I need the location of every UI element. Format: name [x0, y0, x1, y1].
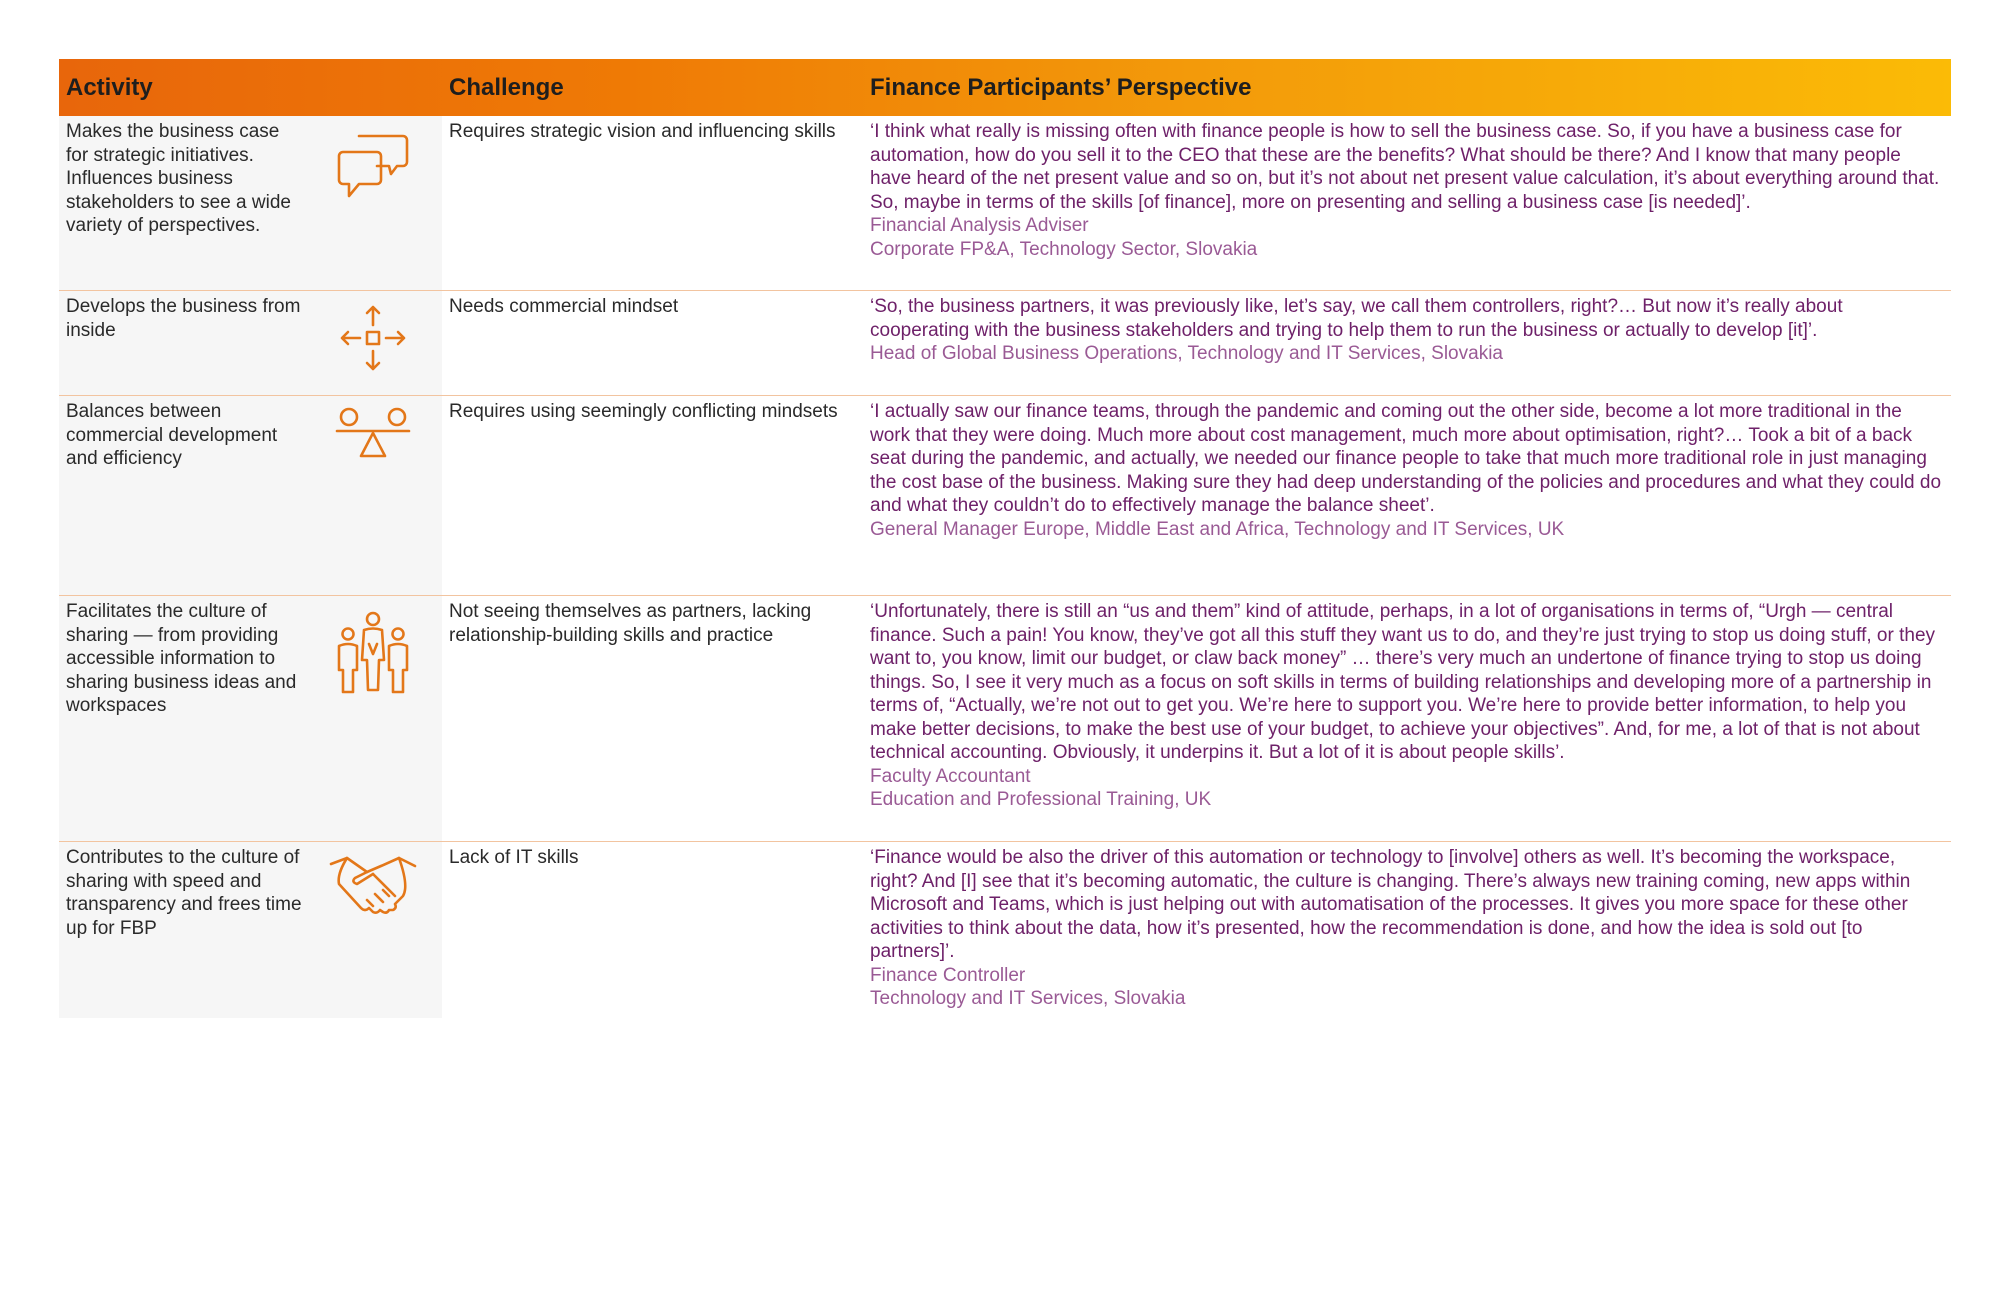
activity-cell	[59, 116, 442, 290]
perspective-cell	[863, 116, 1951, 290]
activity-text: Balances between commercial development and efficiency	[66, 401, 278, 469]
header-challenge: Challenge	[449, 73, 564, 101]
challenge-text: Lack of IT skills	[449, 847, 579, 868]
activity-text: Makes the business case for strategic initiatives. Influences business stakeholders to see a wide variety of perspectives.	[66, 121, 291, 236]
handshake-icon	[304, 846, 442, 1018]
quote-text: ‘Unfortunately, there is still an “us and them” kind of attitude, perhaps, in a lot of organisations in terms of, “Urgh — central finance. Such a pain! You know, they’ve got all this stuff they want us to do, and they’re just trying to stop us doing stuff, or they want to, you know, limit our budget, or claw back money” … there’s very much an undertone of finance trying to stop us doing things. So, I see it very much as a focus on soft skills in terms of building relationships and developing more of a partnership in terms of, “Actually, we’re not out to get you. We’re here to support you. We’re here to provide better information, to help you make better decisions, to make the best use of your budget, to achieve your objectives”. And, for me, a lot of that is not about technical accounting. Obviously, it underpins it. But a lot of it is about people skills’.	[870, 601, 1936, 763]
table-row	[59, 596, 1951, 842]
table-row	[59, 116, 1951, 291]
activity-cell	[59, 842, 442, 1018]
attribution-line: Technology and IT Services, Slovakia	[870, 988, 1186, 1009]
table-row	[59, 396, 1951, 596]
attribution-line: Head of Global Business Operations, Technology and IT Services, Slovakia	[870, 343, 1503, 364]
header-perspective: Finance Participants’ Perspective	[870, 73, 1252, 101]
balance-icon	[304, 400, 442, 595]
attribution-line: Education and Professional Training, UK	[870, 789, 1212, 810]
challenge-text: Requires strategic vision and influencing skills	[449, 121, 836, 142]
attribution-line: Finance Controller	[870, 964, 1026, 986]
attribution-line: Faculty Accountant	[870, 765, 1031, 787]
challenge-text: Needs commercial mindset	[449, 296, 679, 317]
challenge-text: Requires using seemingly conflicting mindsets	[449, 401, 838, 422]
quote-text: ‘So, the business partners, it was previously like, let’s say, we call them controllers, right?… But now it’s really about cooperating with the business stakeholders and trying to help them to run the business or actually to develop [it]’.	[870, 296, 1843, 341]
activity-cell	[59, 291, 442, 395]
attribution-line: Corporate FP&A, Technology Sector, Slovakia	[870, 238, 1258, 260]
activity-text: Contributes to the culture of sharing with speed and transparency and frees time up for FBP	[66, 847, 302, 939]
table-row	[59, 291, 1951, 396]
challenge-text: Not seeing themselves as partners, lacking relationship-building skills and practice	[449, 601, 812, 646]
activity-text: Develops the business from inside	[66, 296, 301, 341]
attribution-line: General Manager Europe, Middle East and Africa, Technology and IT Services, UK	[870, 518, 1565, 540]
activity-cell	[59, 396, 442, 595]
activity-text: Facilitates the culture of sharing — from providing accessible information to sharing business ideas and workspaces	[66, 601, 297, 716]
perspective-cell	[863, 291, 1951, 395]
table-header	[59, 59, 1951, 116]
perspective-cell	[863, 842, 1951, 1018]
quote-text: ‘Finance would be also the driver of this automation or technology to [involve] others as well. It’s becoming the workspace, right? And [I] see that it’s becoming automatic, the culture is changing. There’s always new training coming, new apps within Microsoft and Teams, which is just helping out with automatisation of the processes. It gives you more space for these other activities to think about the data, how it’s presented, how the recommendation is done, and how the idea is sold out [to partners]’.	[870, 847, 1911, 962]
perspective-cell	[863, 396, 1951, 595]
header-activity: Activity	[66, 73, 153, 101]
activity-cell	[59, 596, 442, 841]
quote-text: ‘I think what really is missing often with finance people is how to sell the business case. So, if you have a business case for automation, how do you sell it to the CEO that these are the benefits? What should be there? And I know that many people have heard of the net present value and so on, but it’s not about net present value calculation, it’s about everything around that. So, maybe in terms of the skills [of finance], more on presenting and selling a business case [is needed]’.	[870, 121, 1940, 213]
perspective-cell	[863, 596, 1951, 841]
speech-bubbles-icon	[304, 120, 442, 290]
attribution-line: Financial Analysis Adviser	[870, 215, 1089, 236]
table-row	[59, 842, 1951, 1018]
activity-challenge-table	[59, 59, 1951, 1018]
expand-arrows-icon	[304, 295, 442, 395]
quote-text: ‘I actually saw our finance teams, through the pandemic and coming out the other side, become a lot more traditional in the work that they were doing. Much more about cost management, much more about optimisation, right?… Took a bit of a back seat during the pandemic, and actually, we needed our finance people to take that much more traditional role in just managing the cost base of the business. Making sure they had deep understanding of the policies and procedures and what they could do and what they couldn’t do to effectively manage the balance sheet’.	[870, 401, 1942, 516]
people-group-icon	[304, 600, 442, 841]
